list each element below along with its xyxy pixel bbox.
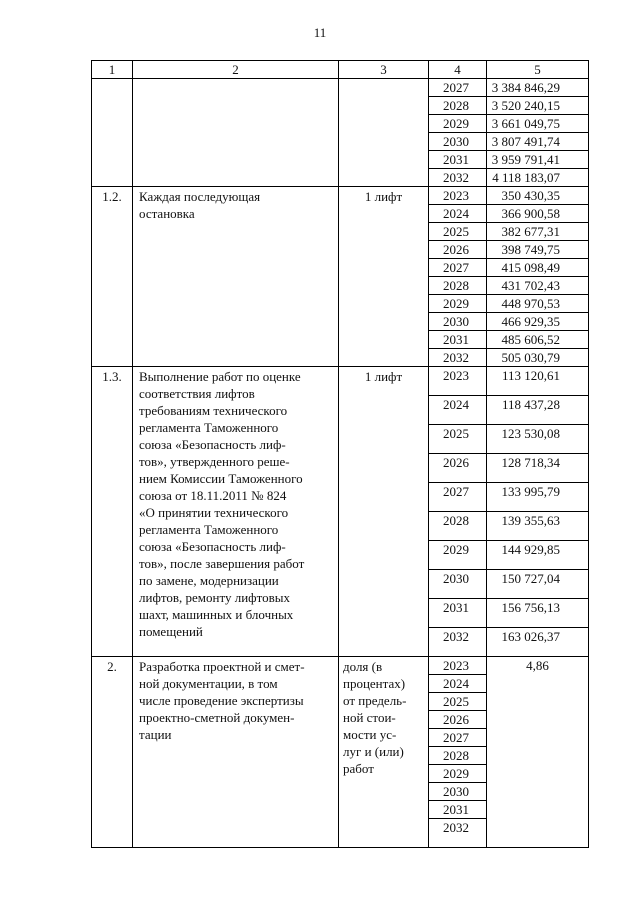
tariff-table	[91, 60, 589, 848]
year-cell: 2032	[429, 628, 487, 657]
value-cell: 113 120,61	[487, 367, 589, 396]
year-cell: 2032	[429, 349, 487, 367]
year-cell: 2026	[429, 241, 487, 259]
value-cell: 123 530,08	[487, 425, 589, 454]
unit-cell: 1 лифт	[339, 367, 429, 657]
unit-cell: доля (в процентах) от предель- ной стои- мости ус- луг и (или) работ	[339, 657, 429, 848]
item-number-cell: 1.3.	[92, 367, 133, 657]
table-row	[92, 79, 589, 97]
value-cell: 144 929,85	[487, 541, 589, 570]
value-cell: 505 030,79	[487, 349, 589, 367]
unit-cell: 1 лифт	[339, 187, 429, 367]
year-cell: 2025	[429, 223, 487, 241]
year-cell: 2031	[429, 801, 487, 819]
item-name-cell: Выполнение работ по оценке соответствия лифтов требованиям технического регламента Таможенного союза «Безопасность лиф- тов», утвержденного реше- нием Комиссии Таможенного союза от 18.11.2011 № 824 «О принятии технического регламента Таможенного союза «Безопасность лиф- тов», после завершения работ по замене, модернизации лифтов, ремонту лифтовых шахт, машинных и блочных помещений	[133, 367, 339, 657]
year-cell: 2029	[429, 295, 487, 313]
year-cell: 2030	[429, 133, 487, 151]
value-cell: 3 384 846,29	[487, 79, 589, 97]
table-row	[92, 187, 589, 205]
year-cell: 2030	[429, 313, 487, 331]
year-cell: 2031	[429, 331, 487, 349]
value-cell: 485 606,52	[487, 331, 589, 349]
item-name-cell	[133, 79, 339, 187]
year-cell: 2023	[429, 187, 487, 205]
page-number: 11	[313, 25, 327, 40]
year-cell: 2024	[429, 675, 487, 693]
year-cell: 2026	[429, 454, 487, 483]
value-cell: 3 959 791,41	[487, 151, 589, 169]
year-cell: 2026	[429, 711, 487, 729]
value-cell: 118 437,28	[487, 396, 589, 425]
item-name-cell: Каждая последующая остановка	[133, 187, 339, 367]
year-cell: 2028	[429, 747, 487, 765]
value-cell: 163 026,37	[487, 628, 589, 657]
header-cell: 5	[487, 61, 589, 79]
value-cell: 3 520 240,15	[487, 97, 589, 115]
value-cell: 128 718,34	[487, 454, 589, 483]
value-cell: 382 677,31	[487, 223, 589, 241]
year-cell: 2032	[429, 819, 487, 848]
item-name-cell: Разработка проектной и смет- ной документации, в том числе проведение экспертизы проектно-сметной докумен- тации	[133, 657, 339, 848]
value-cell: 415 098,49	[487, 259, 589, 277]
value-cell: 156 756,13	[487, 599, 589, 628]
header-cell: 2	[133, 61, 339, 79]
year-cell: 2025	[429, 425, 487, 454]
value-cell: 4,86	[487, 657, 589, 848]
year-cell: 2029	[429, 115, 487, 133]
value-cell: 366 900,58	[487, 205, 589, 223]
value-cell: 3 661 049,75	[487, 115, 589, 133]
value-cell: 466 929,35	[487, 313, 589, 331]
year-cell: 2027	[429, 79, 487, 97]
table-row	[92, 657, 589, 675]
year-cell: 2030	[429, 783, 487, 801]
year-cell: 2027	[429, 483, 487, 512]
value-cell: 350 430,35	[487, 187, 589, 205]
value-cell: 133 995,79	[487, 483, 589, 512]
header-cell: 3	[339, 61, 429, 79]
year-cell: 2031	[429, 599, 487, 628]
year-cell: 2028	[429, 277, 487, 295]
year-cell: 2024	[429, 205, 487, 223]
unit-cell	[339, 79, 429, 187]
value-cell: 448 970,53	[487, 295, 589, 313]
value-cell: 398 749,75	[487, 241, 589, 259]
year-cell: 2029	[429, 765, 487, 783]
year-cell: 2027	[429, 259, 487, 277]
table-row	[92, 367, 589, 396]
header-cell: 4	[429, 61, 487, 79]
year-cell: 2031	[429, 151, 487, 169]
year-cell: 2023	[429, 367, 487, 396]
header-row	[92, 61, 589, 79]
year-cell: 2028	[429, 97, 487, 115]
year-cell: 2030	[429, 570, 487, 599]
item-number-cell: 2.	[92, 657, 133, 848]
year-cell: 2023	[429, 657, 487, 675]
header-cell: 1	[92, 61, 133, 79]
year-cell: 2024	[429, 396, 487, 425]
year-cell: 2028	[429, 512, 487, 541]
value-cell: 431 702,43	[487, 277, 589, 295]
value-cell: 139 355,63	[487, 512, 589, 541]
value-cell: 150 727,04	[487, 570, 589, 599]
value-cell: 3 807 491,74	[487, 133, 589, 151]
year-cell: 2027	[429, 729, 487, 747]
year-cell: 2025	[429, 693, 487, 711]
item-number-cell: 1.2.	[92, 187, 133, 367]
item-number-cell	[92, 79, 133, 187]
year-cell: 2032	[429, 169, 487, 187]
year-cell: 2029	[429, 541, 487, 570]
value-cell: 4 118 183,07	[487, 169, 589, 187]
